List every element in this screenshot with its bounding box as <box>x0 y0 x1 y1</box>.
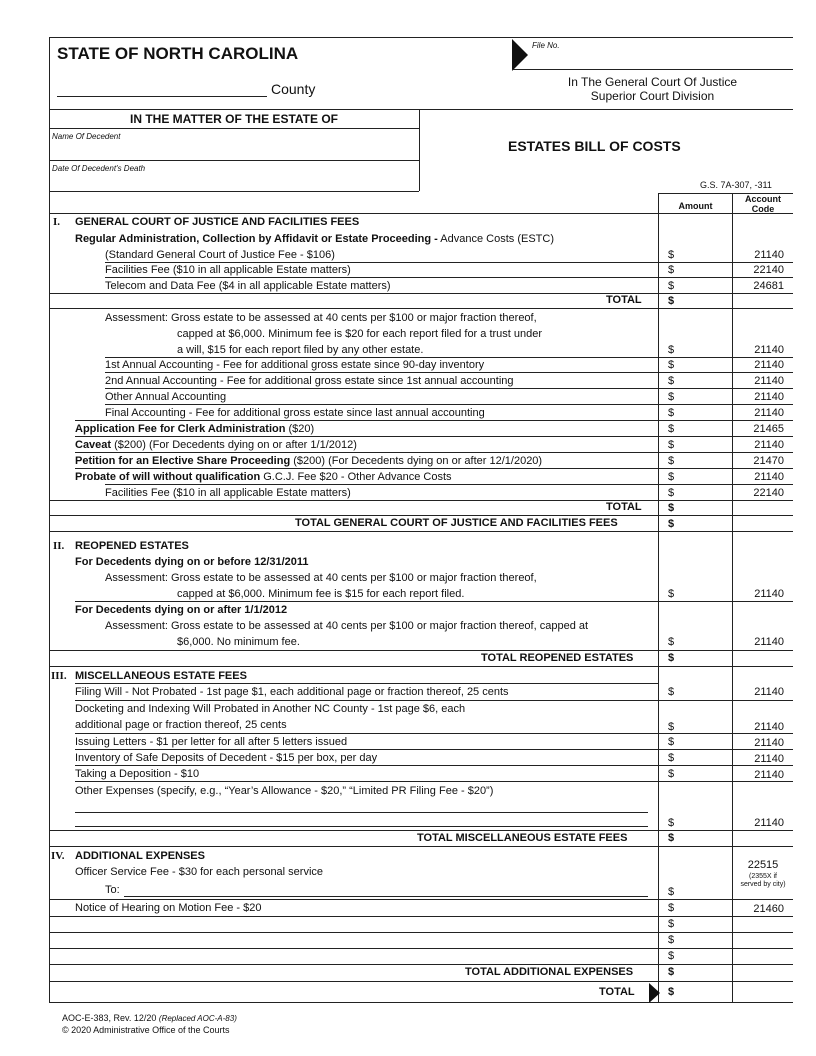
amount-field[interactable]: $ <box>668 280 675 292</box>
form-number: AOC-E-383, Rev. 12/20 (Replaced AOC-A-83) <box>62 1013 237 1023</box>
section-number: III. <box>51 670 67 682</box>
fee-line: Facilities Fee ($10 in all applicable Estate matters) <box>105 487 351 499</box>
section-title: GENERAL COURT OF JUSTICE AND FACILITIES FEES <box>75 216 360 228</box>
matter-heading: IN THE MATTER OF THE ESTATE OF <box>130 112 338 126</box>
fee-line: Taking a Deposition - $10 <box>75 768 200 780</box>
section-total-label: TOTAL REOPENED ESTATES <box>481 652 634 664</box>
account-code: 22515 <box>747 859 779 871</box>
statute-reference: G.S. 7A-307, -311 <box>700 180 772 190</box>
amount-field[interactable]: $ <box>668 359 675 371</box>
decedent-name-label: Name Of Decedent <box>52 132 121 141</box>
amount-field[interactable]: $ <box>668 375 675 387</box>
fee-line: (Standard General Court of Justice Fee - $106) <box>105 249 335 261</box>
assessment-text: Assessment: Gross estate to be assessed at 40 cents per $100 or major fraction thereof, <box>105 572 537 584</box>
account-code: 21140 <box>754 721 784 733</box>
subheading: For Decedents dying on or before 12/31/2011 <box>75 556 309 568</box>
assessment-text: Assessment: Gross estate to be assessed at 40 cents per $100 or major fraction thereof, <box>105 312 537 324</box>
grand-total-label: TOTAL <box>599 986 635 998</box>
fee-line: Filing Will - Not Probated - 1st page $1, each additional page or fraction thereof, 25 cents <box>75 686 509 698</box>
account-code: 21140 <box>754 439 784 451</box>
fee-line: Other Expenses (specify, e.g., “Year’s Allowance - $20,” “Limited PR Filing Fee - $20”) <box>75 785 494 797</box>
amount-field[interactable]: $ <box>668 950 675 962</box>
amount-field[interactable]: $ <box>668 588 675 600</box>
fee-line: Application Fee for Clerk Administration ($20) <box>75 423 315 435</box>
fee-line: Inventory of Safe Deposits of Decedent - $15 per box, per day <box>75 752 378 764</box>
decedent-name-field[interactable] <box>52 142 416 158</box>
court-division: Superior Court Division <box>590 89 715 103</box>
file-no-label: File No. <box>532 41 560 50</box>
section-total-label: TOTAL GENERAL COURT OF JUSTICE AND FACILITIES FEES <box>295 517 618 529</box>
file-no-field[interactable] <box>530 50 790 67</box>
account-code: 21460 <box>753 903 784 915</box>
amount-field[interactable]: $ <box>668 934 675 946</box>
account-code: 24681 <box>753 280 784 292</box>
account-code: 21140 <box>754 636 784 648</box>
assessment-text: a will, $15 for each report filed by any other estate. <box>177 344 424 356</box>
amount-field[interactable]: $ <box>668 768 675 780</box>
amount-column-header: Amount <box>678 201 713 211</box>
fee-line: 2nd Annual Accounting - Fee for additional gross estate since 1st annual accounting <box>105 375 514 387</box>
fee-line: Notice of Hearing on Motion Fee - $20 <box>75 902 262 914</box>
account-code: 22140 <box>753 264 784 276</box>
decedent-death-field[interactable] <box>52 174 416 190</box>
account-code: 21140 <box>754 471 784 483</box>
amount-field[interactable]: $ <box>668 487 675 499</box>
amount-field[interactable]: $ <box>668 423 675 435</box>
blank-expense-field[interactable] <box>75 949 655 963</box>
section-number: I. <box>53 216 61 228</box>
county-label: County <box>271 81 316 97</box>
regular-administration-heading: Regular Administration, Collection by Affidavit or Estate Proceeding - Advance Costs (ESTC) <box>75 233 555 245</box>
officer-service-to-field[interactable] <box>124 882 648 896</box>
to-label: To: <box>105 884 120 896</box>
account-code-note: (2355X if <box>748 873 778 880</box>
amount-field[interactable]: $ <box>668 752 675 764</box>
account-code: 21465 <box>753 423 784 435</box>
grand-total-amount-field[interactable]: $ <box>668 986 675 998</box>
form-title: ESTATES BILL OF COSTS <box>508 138 681 154</box>
other-expenses-field[interactable] <box>75 799 648 825</box>
court-name: In The General Court Of Justice <box>567 75 738 89</box>
fee-line: 1st Annual Accounting - Fee for additional gross estate since 90-day inventory <box>105 359 485 371</box>
amount-field[interactable]: $ <box>668 439 675 451</box>
assessment-text: capped at $6,000. Minimum fee is $15 for each report filed. <box>177 588 465 600</box>
account-code: 21140 <box>754 753 784 765</box>
account-code: 21140 <box>754 817 784 829</box>
account-code: 21140 <box>754 249 784 261</box>
amount-field[interactable]: $ <box>668 407 675 419</box>
section-number: II. <box>53 540 65 552</box>
account-code: 21140 <box>754 588 784 600</box>
fee-line: Issuing Letters - $1 per letter for all after 5 letters issued <box>75 736 348 748</box>
total-label: TOTAL <box>606 501 642 513</box>
amount-field[interactable]: $ <box>668 471 675 483</box>
amount-field[interactable]: $ <box>668 455 675 467</box>
section-number: IV. <box>51 850 65 862</box>
section-total-label: TOTAL ADDITIONAL EXPENSES <box>465 966 634 978</box>
county-field[interactable] <box>57 80 267 96</box>
amount-field[interactable]: $ <box>668 391 675 403</box>
total-amount-field[interactable]: $ <box>668 518 675 530</box>
account-code: 21140 <box>754 769 784 781</box>
account-code: 21140 <box>754 686 784 698</box>
code-column-header: Code <box>751 204 775 214</box>
assessment-text: $6,000. No minimum fee. <box>177 636 300 648</box>
fee-line: Telecom and Data Fee ($4 in all applicable Estate matters) <box>105 280 391 292</box>
fee-line: Petition for an Elective Share Proceeding ($200) (For Decedents dying on or after 12/1/2020) <box>75 455 543 467</box>
total-amount-field[interactable]: $ <box>668 966 675 978</box>
fee-line: Final Accounting - Fee for additional gross estate since last annual accounting <box>105 407 485 419</box>
total-amount-field[interactable]: $ <box>668 295 675 307</box>
blank-expense-field[interactable] <box>75 933 655 948</box>
assessment-text: Assessment: Gross estate to be assessed at 40 cents per $100 or major fraction thereof, capped at <box>105 620 589 632</box>
total-amount-field[interactable]: $ <box>668 832 675 844</box>
account-code: 21140 <box>754 737 784 749</box>
account-code: 21140 <box>754 407 784 419</box>
amount-field[interactable]: $ <box>668 264 675 276</box>
copyright: © 2020 Administrative Office of the Courts <box>62 1025 230 1035</box>
amount-field[interactable]: $ <box>668 344 675 356</box>
grand-total-arrow-icon <box>649 983 660 1003</box>
account-code: 21140 <box>754 359 784 371</box>
amount-field[interactable]: $ <box>668 902 675 914</box>
amount-field[interactable]: $ <box>668 249 675 261</box>
amount-field[interactable]: $ <box>668 817 675 829</box>
section-title: ADDITIONAL EXPENSES <box>75 850 205 862</box>
state-title: STATE OF NORTH CAROLINA <box>57 44 299 63</box>
account-code: 21140 <box>754 344 784 356</box>
amount-field[interactable]: $ <box>668 686 675 698</box>
fee-line: Caveat ($200) (For Decedents dying on or after 1/1/2012) <box>75 439 357 451</box>
account-code: 21470 <box>753 455 784 467</box>
amount-field[interactable]: $ <box>668 886 675 898</box>
account-code: 21140 <box>754 391 784 403</box>
total-amount-field[interactable]: $ <box>668 502 675 514</box>
total-label: TOTAL <box>606 294 642 306</box>
assessment-text: capped at $6,000. Minimum fee is $20 for each report filed for a trust under <box>177 328 543 340</box>
subheading: For Decedents dying on or after 1/1/2012 <box>75 604 288 616</box>
amount-field[interactable]: $ <box>668 721 675 733</box>
account-code: 22140 <box>753 487 784 499</box>
section-title: REOPENED ESTATES <box>75 540 189 552</box>
amount-field[interactable]: $ <box>668 918 675 930</box>
account-code-note: served by city) <box>740 881 786 888</box>
file-no-arrow-icon <box>512 39 528 71</box>
fee-line: Facilities Fee ($10 in all applicable Estate matters) <box>105 264 351 276</box>
blank-expense-field[interactable] <box>75 917 655 932</box>
fee-line: Probate of will without qualification G.C.J. Fee $20 - Other Advance Costs <box>75 471 452 483</box>
account-column-header: Account <box>745 194 781 204</box>
total-amount-field[interactable]: $ <box>668 652 675 664</box>
amount-field[interactable]: $ <box>668 636 675 648</box>
account-code: 21140 <box>754 375 784 387</box>
decedent-death-label: Date Of Decedent's Death <box>52 164 146 173</box>
section-total-label: TOTAL MISCELLANEOUS ESTATE FEES <box>417 832 628 844</box>
fee-line: additional page or fraction thereof, 25 cents <box>75 719 287 731</box>
fee-line: Officer Service Fee - $30 for each personal service <box>75 866 324 878</box>
amount-field[interactable]: $ <box>668 736 675 748</box>
section-title: MISCELLANEOUS ESTATE FEES <box>75 670 247 682</box>
fee-line: Other Annual Accounting <box>105 391 227 403</box>
fee-line: Docketing and Indexing Will Probated in Another NC County - 1st page $6, each <box>75 703 466 715</box>
